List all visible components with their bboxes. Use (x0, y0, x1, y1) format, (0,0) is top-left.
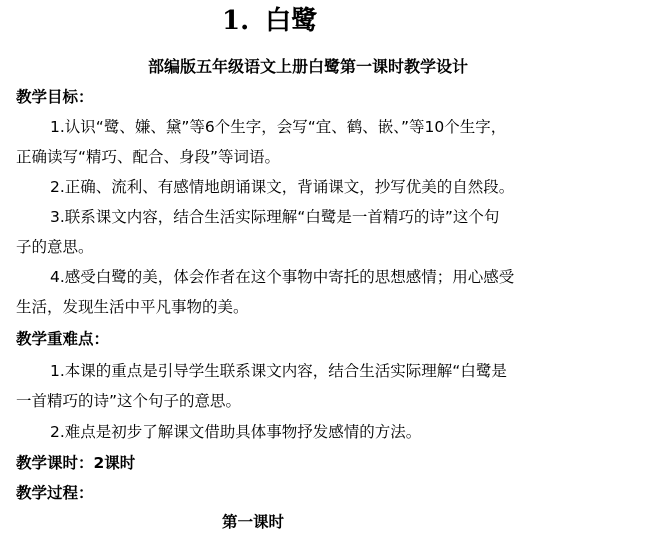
class-hours: 教学课时：2课时 (16, 454, 136, 472)
first-lesson-heading: 第一课时 (222, 513, 285, 531)
document-subtitle: 部编版五年级语文上册白鹭第一课时教学设计 (148, 57, 469, 76)
goal-line-6: 4.感受白鹭的美，体会作者在这个事物中寄托的思想感情；用心感受 (50, 268, 515, 286)
goals-heading: 教学目标： (16, 88, 94, 106)
key-points-heading: 教学重难点： (16, 330, 110, 348)
process-heading: 教学过程： (16, 484, 94, 502)
goal-line-3: 2.正确、流利、有感情地朗诵课文，背诵课文，抄写优美的自然段。 (50, 178, 515, 196)
key-point-line-2: 一首精巧的诗”这个句子的意思。 (16, 392, 242, 410)
key-point-line-3: 2.难点是初步了解课文借助具体事物抒发感情的方法。 (50, 423, 422, 441)
goal-line-7: 生活，发现生活中平凡事物的美。 (16, 298, 249, 316)
goal-line-4: 3.联系课文内容，结合生活实际理解“白鹭是一首精巧的诗”这个句 (50, 208, 500, 226)
lesson-name: 白鹭 (265, 6, 318, 36)
lesson-title (222, 4, 317, 38)
lesson-number: 1. (222, 6, 250, 36)
goal-line-5: 子的意思。 (16, 238, 94, 256)
goal-line-1: 1.认识“鹭、嫌、黛”等6个生字，会写“宜、鹤、嵌、”等10个生字， (50, 118, 507, 136)
goal-line-2: 正确读写“精巧、配合、身段”等词语。 (16, 148, 281, 166)
key-point-line-1: 1.本课的重点是引导学生联系课文内容，结合生活实际理解“白鹭是 (50, 362, 507, 380)
